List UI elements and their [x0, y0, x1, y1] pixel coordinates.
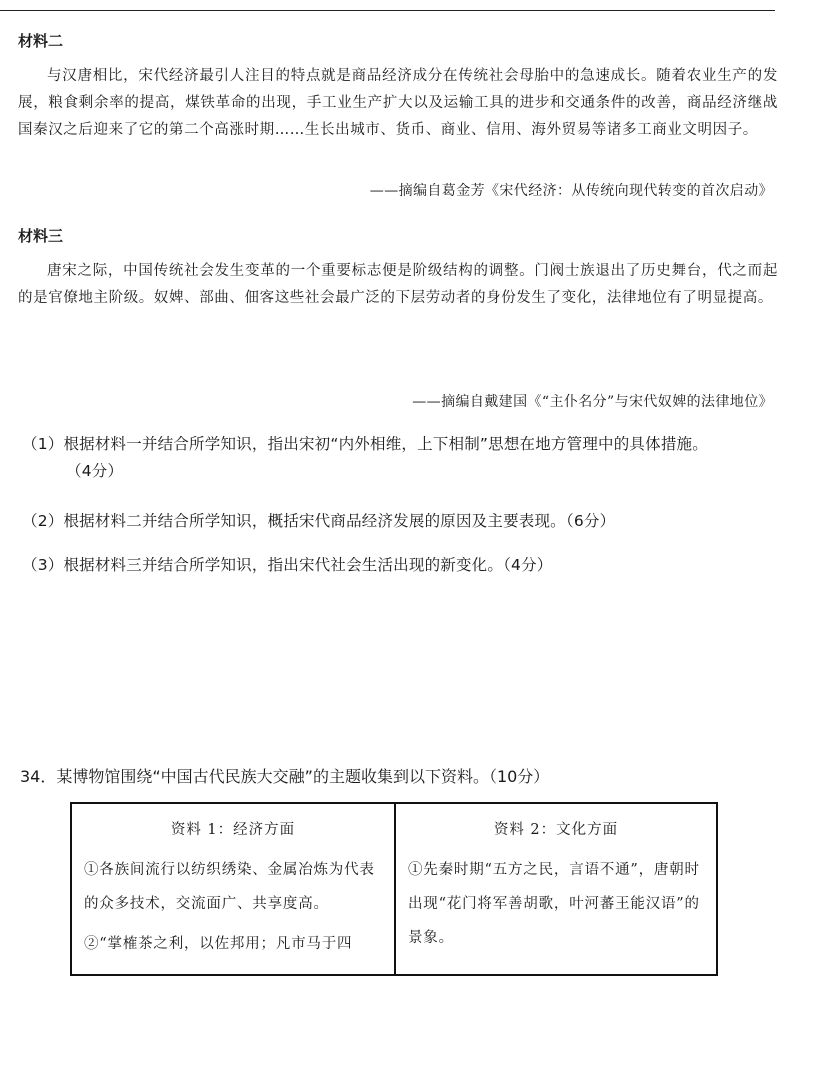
material3-heading: 材料三	[18, 227, 64, 245]
question-34: 34．某博物馆围绕“中国古代民族大交融”的主题收集到以下资料。（10分）	[20, 767, 550, 786]
material3-source: ——摘编自戴建国《“主仆名分”与宋代奴婢的法律地位》	[412, 394, 773, 410]
material2-source: ——摘编自葛金芳《宋代经济：从传统向现代转变的首次启动》	[369, 183, 773, 199]
question-1-points: （4分）	[66, 462, 124, 480]
material2-text: 与汉唐相比，宋代经济最引人注目的特点就是商品经济成分在传统社会母胎中的急速成长。随着农业生产的发展，粮食剩余率的提高，煤铁革命的出现，手工业生产扩大以及运输工具的进步和交通条件的改善，商品经济继战国秦汉之后迎来了它的第二个高涨时期……生长出城市、货币、商业、信用、海外贸易等诸多工商业文明因子。	[18, 68, 778, 138]
question-2: （2）根据材料二并结合所学知识，概括宋代商品经济发展的原因及主要表现。（6分）	[22, 512, 616, 530]
question-3: （3）根据材料三并结合所学知识，指出宋代社会生活出现的新变化。（4分）	[22, 556, 553, 574]
cell-title-economy: 资料 1：经济方面	[170, 822, 296, 838]
material2-heading: 材料二	[18, 32, 64, 50]
material3-text: 唐宋之际，中国传统社会发生变革的一个重要标志便是阶级结构的调整。门阀士族退出了历史舞台，代之而起的是官僚地主阶级。奴婢、部曲、佃客这些社会最广泛的下层劳动者的身份发生了变化，法律地位有了明显提高。	[18, 263, 778, 306]
material-table	[70, 802, 718, 976]
economy-item-2: ②“掌榷茶之利，以佐邦用；凡市马于四	[84, 936, 353, 952]
question-1-text: （1）根据材料一并结合所学知识，指出宋初“内外相维，上下相制”思想在地方管理中的具体措施。	[22, 435, 708, 453]
economy-item-1: ①各族间流行以纺织绣染、金属冶炼为代表的众多技术，交流面广、共享度高。	[84, 862, 375, 912]
top-rule	[0, 10, 775, 11]
culture-item-1: ①先秦时期“五方之民，言语不通”，唐朝时出现“花门将军善胡歌，叶河蕃王能汉语”的景象。	[408, 862, 700, 946]
cell-title-culture: 资料 2：文化方面	[493, 822, 619, 838]
question-1	[22, 431, 782, 485]
table-cell-economy	[72, 804, 394, 974]
table-cell-culture	[394, 804, 716, 974]
